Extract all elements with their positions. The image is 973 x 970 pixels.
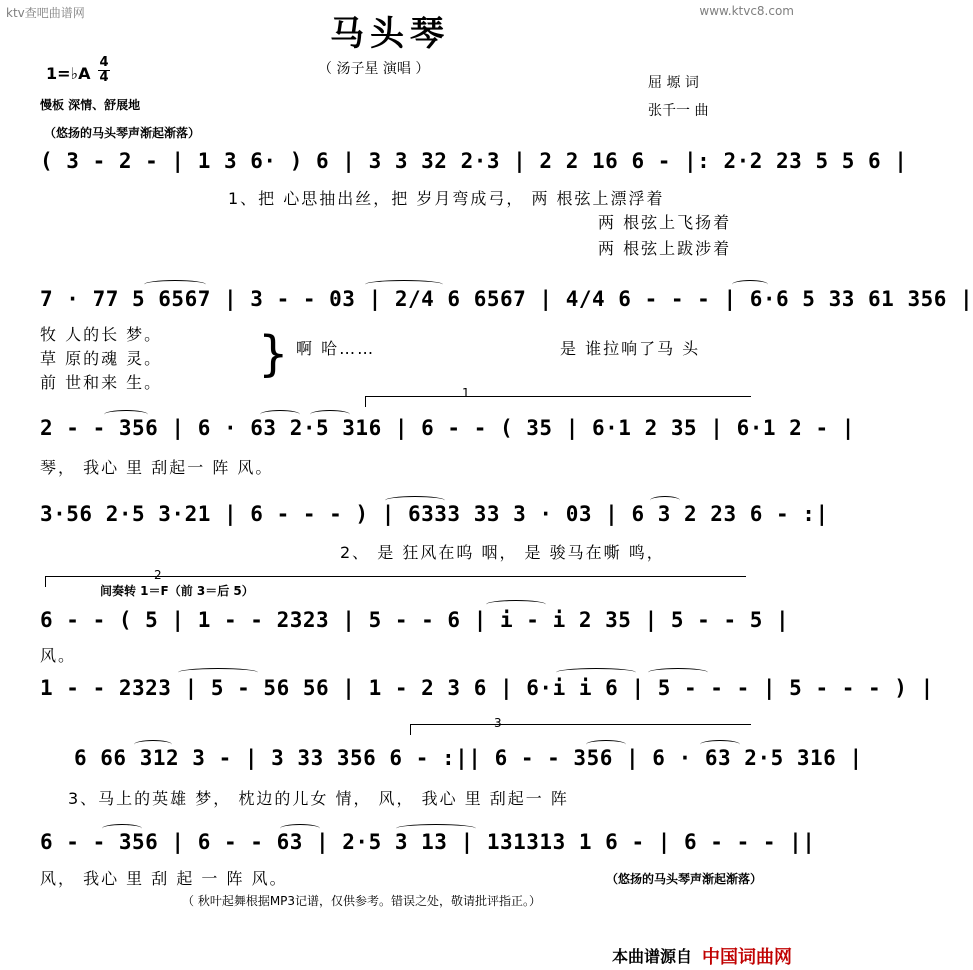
notation-row-4: 3·56 2·5 3·21 | 6 - - - ) | 6333 33 3 · 03 | 6 3 2 23 6 - :| (40, 502, 829, 526)
tempo-marking: 慢板 深情、舒展地 (40, 98, 141, 112)
lyric-row-5: 风。 (40, 646, 77, 665)
notation-row-2: 7 · 77 5 6567 | 3 - - 03 | 2/4 6 6567 | 4/4 6 - - - | 6·6 5 33 61 356 | (40, 287, 973, 311)
time-signature (98, 56, 110, 85)
notation-row-1: ( 3 - 2 - | 1 3 6· ) 6 | 3 3 32 2·3 | 2 2 16 6 - |: 2·2 23 5 5 6 | (40, 149, 908, 173)
notation-row-3: 2 - - 356 | 6 · 63 2·5 316 | 6 - - ( 35 | 6·1 2 35 | 6·1 2 - | (40, 416, 855, 440)
slur (486, 600, 546, 609)
volta-label-2: 2 (154, 568, 162, 582)
slur (310, 410, 350, 419)
lyric-row-2-verse-3: 前 世和来 生。 (40, 373, 163, 392)
volta-label-1: 1 (462, 386, 470, 400)
lyricist-credit: 屈 塬 词 (648, 75, 699, 91)
slur (650, 496, 680, 505)
notation-row-8: 6 - - 356 | 6 - - 63 | 2·5 3 13 | 131313 1 6 - | 6 - - - || (40, 830, 816, 854)
slur (104, 410, 148, 419)
time-sig-bottom: 4 (99, 70, 109, 85)
slur (586, 740, 626, 749)
slur (144, 280, 206, 289)
watermark-left: ktv查吧曲谱网 (6, 6, 85, 20)
footer-brand-link[interactable]: 中国词曲网 (702, 947, 792, 968)
lyric-row-4: 2、 是 狂风在呜 咽， 是 骏马在嘶 鸣， (340, 543, 665, 562)
slur (732, 280, 768, 289)
lyric-row-7: 3、马上的英雄 梦， 枕边的儿女 情， 风， 我心 里 刮起一 阵 (68, 789, 569, 808)
notation-row-7: 6 66 312 3 - | 3 33 356 6 - :|| 6 - - 356 | 6 · 63 2·5 316 | (74, 746, 863, 770)
slur (102, 824, 142, 833)
volta-label-3: 3 (494, 716, 502, 730)
volta-bracket-3 (410, 724, 751, 735)
notation-row-5: 6 - - ( 5 | 1 - - 2323 | 5 - - 6 | i - i 2 35 | 5 - - 5 | (40, 608, 790, 632)
slur (365, 280, 443, 289)
transcription-footnote: （ 秋叶起舞根据MP3记谱，仅供参考。错误之处，敬请批评指正。） (182, 894, 542, 908)
slur (178, 668, 258, 677)
lyric-row-8: 风， 我心 里 刮 起 一 阵 风。 (40, 869, 288, 888)
composer-credit: 张千一 曲 (648, 103, 709, 119)
slur (648, 668, 708, 677)
slur (700, 740, 740, 749)
key-signature: 1=♭A (46, 64, 91, 83)
slur (396, 824, 476, 833)
watermark-right: www.ktvc8.com (699, 4, 794, 18)
lyric-row-2-tail: 是 谁拉响了马 头 (560, 339, 701, 358)
interjection-lyric: 啊 哈…… (296, 339, 376, 358)
lyric-row-2-verse-1: 牧 人的长 梦。 (40, 325, 163, 344)
notation-row-6: 1 - - 2323 | 5 - 56 56 | 1 - 2 3 6 | 6·i i 6 | 5 - - - | 5 - - - ) | (40, 676, 934, 700)
singer-credit: （ 汤子星 演唱 ） (318, 61, 430, 77)
time-sig-top: 4 (99, 55, 109, 70)
lyric-row-1-verse-2: 两 根弦上飞扬着 (598, 213, 732, 232)
lyric-row-1-verse-1: 1、把 心思抽出丝，把 岁月弯成弓， 两 根弦上漂浮着 (228, 189, 665, 208)
slur (280, 824, 320, 833)
volta-bracket-1 (365, 396, 751, 407)
interlude-key-change: 间奏转 1＝F（前 3＝后 5） (100, 584, 254, 598)
intro-note: （悠扬的马头琴声渐起渐落） (44, 126, 201, 140)
footer-source-label: 本曲谱源自 (611, 947, 692, 966)
slur (134, 740, 172, 749)
slur (260, 410, 300, 419)
brace-symbol: } (258, 326, 289, 382)
slur (385, 496, 445, 505)
slur (556, 668, 636, 677)
outro-note: （悠扬的马头琴声渐起渐落） (606, 872, 763, 886)
lyric-row-2-verse-2: 草 原的魂 灵。 (40, 349, 163, 368)
lyric-row-1-verse-3: 两 根弦上跋涉着 (598, 239, 732, 258)
lyric-row-3: 琴， 我心 里 刮起一 阵 风。 (40, 458, 274, 477)
song-title: 马头琴 (330, 14, 450, 54)
